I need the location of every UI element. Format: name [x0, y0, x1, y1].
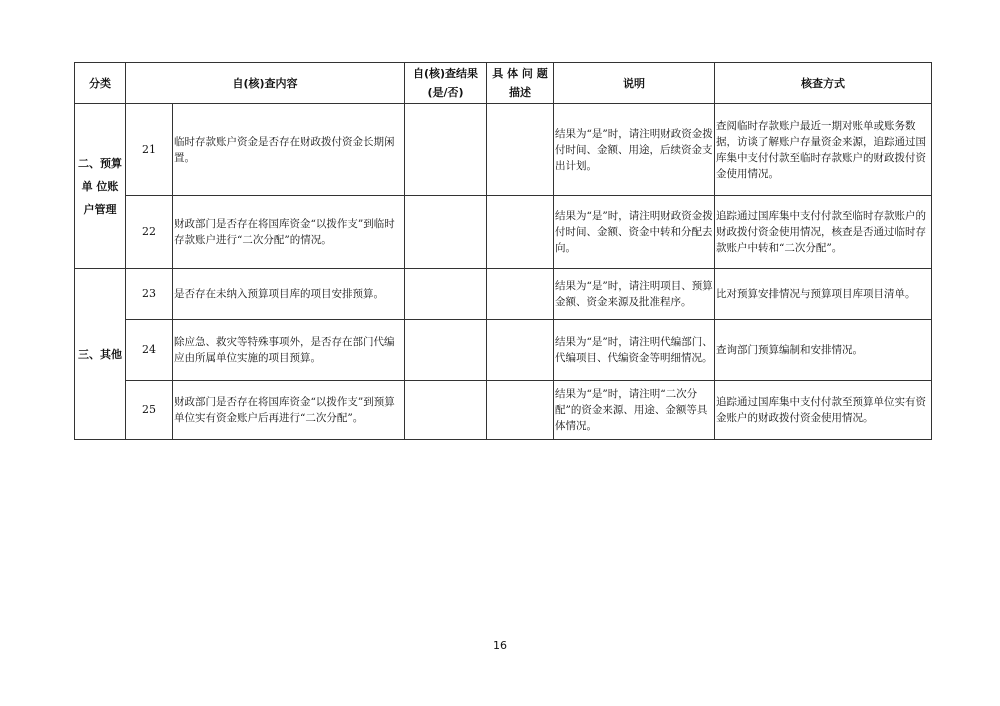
header-result: 自(核)查结果(是/否) [405, 63, 487, 104]
table-row [75, 196, 932, 269]
item-content: 财政部门是否存在将国库资金“以拨作支”到临时存款账户进行“二次分配”的情况。 [173, 196, 405, 269]
header-row [75, 63, 932, 104]
item-number: 21 [126, 104, 173, 196]
table-row [75, 104, 932, 196]
note-cell: 结果为“是”时，请注明“二次分配”的资金来源、用途、金额等具体情况。 [554, 381, 715, 440]
method-cell: 比对预算安排情况与预算项目库项目清单。 [715, 269, 932, 320]
item-number: 23 [126, 269, 173, 320]
item-content: 临时存款账户资金是否存在财政拨付资金长期闲置。 [173, 104, 405, 196]
detail-cell [487, 269, 554, 320]
table-row [75, 320, 932, 381]
header-note: 说明 [554, 63, 715, 104]
table-row [75, 381, 932, 440]
note-cell: 结果为“是”时，请注明财政资金拨付时间、金额、资金中转和分配去向。 [554, 196, 715, 269]
detail-cell [487, 381, 554, 440]
item-number: 24 [126, 320, 173, 381]
header-category: 分类 [75, 63, 126, 104]
result-cell [405, 196, 487, 269]
note-cell: 结果为“是”时，请注明财政资金拨付时间、金额、用途，后续资金支出计划。 [554, 104, 715, 196]
detail-cell [487, 320, 554, 381]
item-content: 是否存在未纳入预算项目库的项目安排预算。 [173, 269, 405, 320]
method-cell: 查询部门预算编制和安排情况。 [715, 320, 932, 381]
method-cell: 追踪通过国库集中支付付款至临时存款账户的财政拨付资金使用情况，核查是否通过临时存款账户中转和“二次分配”。 [715, 196, 932, 269]
note-cell: 结果为“是”时，请注明代编部门、代编项目、代编资金等明细情况。 [554, 320, 715, 381]
detail-cell [487, 196, 554, 269]
method-cell: 追踪通过国库集中支付付款至预算单位实有资金账户的财政拨付资金使用情况。 [715, 381, 932, 440]
result-cell [405, 269, 487, 320]
detail-cell [487, 104, 554, 196]
page-number: 16 [493, 639, 507, 652]
item-content: 财政部门是否存在将国库资金“以拨作支”到预算单位实有资金账户后再进行“二次分配”。 [173, 381, 405, 440]
result-cell [405, 320, 487, 381]
header-content: 自(核)查内容 [126, 63, 405, 104]
table-row [75, 269, 932, 320]
header-method: 核查方式 [715, 63, 932, 104]
item-number: 25 [126, 381, 173, 440]
result-cell [405, 104, 487, 196]
category-label: 二、预算单 位账 户管理 [75, 104, 126, 269]
inspection-table [74, 62, 932, 440]
result-cell [405, 381, 487, 440]
category-label: 三、其他 [75, 269, 126, 440]
item-content: 除应急、救灾等特殊事项外，是否存在部门代编应由所属单位实施的项目预算。 [173, 320, 405, 381]
method-cell: 查阅临时存款账户最近一期对账单或账务数据，访谈了解账户存量资金来源，追踪通过国库集中支付付款至临时存款账户的财政拨付资金使用情况。 [715, 104, 932, 196]
note-cell: 结果为“是”时，请注明项目、预算金额、资金来源及批准程序。 [554, 269, 715, 320]
header-detail: 具 体 问 题描述 [487, 63, 554, 104]
item-number: 22 [126, 196, 173, 269]
